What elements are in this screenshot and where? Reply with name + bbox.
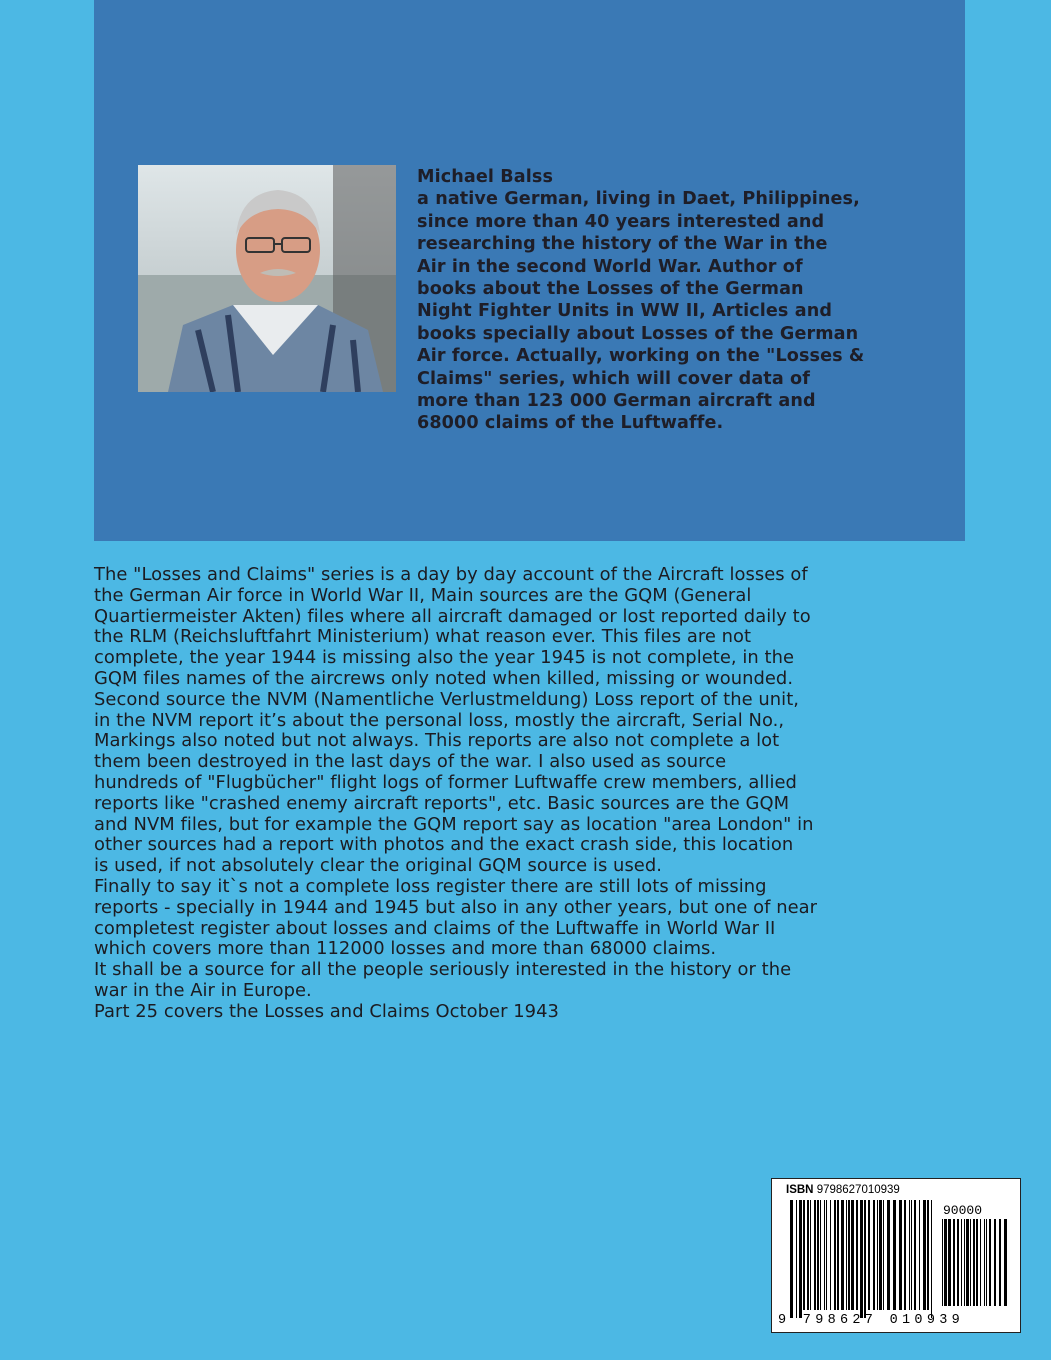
author-bio-line: a native German, living in Daet, Philippines,	[417, 189, 860, 210]
barcode-bar	[973, 1219, 975, 1306]
barcode-bar	[790, 1200, 793, 1318]
barcode-bar	[944, 1219, 947, 1306]
barcode-bar	[848, 1200, 850, 1310]
barcode-bar	[810, 1200, 811, 1310]
barcode-bar	[994, 1219, 996, 1306]
barcode-bar	[830, 1200, 831, 1310]
description-line: Quartiermeister Akten) files where all aircraft damaged or lost reported daily to	[94, 605, 811, 627]
barcode-bar	[837, 1200, 839, 1310]
barcode-bar	[948, 1219, 951, 1306]
barcode-bar	[868, 1200, 870, 1310]
barcode-digits: 9 798627 010939	[778, 1313, 965, 1328]
author-bio-line: books specially about Losses of the German	[417, 323, 859, 344]
author-bio-line: more than 123 000 German aircraft and	[417, 391, 816, 412]
barcode-bar	[899, 1200, 902, 1310]
barcode-bar	[851, 1200, 854, 1310]
description-line: completest register about losses and claims of the Luftwaffe in World War II	[94, 917, 776, 939]
barcode-bar	[957, 1219, 959, 1306]
book-description	[94, 565, 974, 1023]
barcode-bar	[942, 1219, 943, 1306]
description-line: It shall be a source for all the people seriously interested in the history or the	[94, 959, 792, 981]
description-line: Part 25 covers the Losses and Claims October 1943	[94, 1000, 559, 1022]
author-bio-line: Claims" series, which will cover data of	[417, 368, 810, 389]
barcode-bar	[964, 1219, 965, 1306]
barcode-addon-bars	[942, 1219, 1010, 1314]
barcode-bar	[864, 1200, 866, 1318]
barcode-bars	[790, 1200, 936, 1318]
barcode-bar	[796, 1200, 797, 1318]
barcode-bar	[984, 1219, 985, 1306]
barcode-bar	[914, 1200, 916, 1310]
description-line: the RLM (Reichsluftfahrt Ministerium) what reason ever. This files are not	[94, 626, 752, 648]
author-bio-line: since more than 40 years interested and	[417, 211, 825, 232]
description-line: Second source the NVM (Namentliche Verlustmeldung) Loss report of the unit,	[94, 688, 799, 710]
description-line: is used, if not absolutely clear the original GQM source is used.	[94, 855, 663, 877]
barcode-bar	[803, 1200, 805, 1310]
barcode-bar	[976, 1219, 978, 1306]
description-line: hundreds of "Flugbücher" flight logs of former Luftwaffe crew members, allied	[94, 771, 797, 793]
author-bio-line: researching the history of the War in the	[417, 234, 828, 255]
author-bio-line: Night Fighter Units in WW II, Articles and	[417, 301, 833, 322]
price-code: 90000	[943, 1203, 983, 1218]
description-line: them been destroyed in the last days of the war. I also used as source	[94, 751, 727, 773]
barcode-bar	[931, 1200, 932, 1318]
description-line: war in the Air in Europe.	[94, 979, 312, 1001]
author-name: Michael Balss	[417, 167, 554, 187]
barcode-bar	[834, 1200, 836, 1310]
barcode-bar	[814, 1200, 816, 1310]
author-bio	[417, 166, 957, 435]
isbn-label: ISBN 9798627010939	[786, 1184, 900, 1196]
barcode-bar	[989, 1219, 991, 1306]
barcode-bar	[970, 1219, 971, 1306]
barcode-bar	[826, 1200, 827, 1310]
barcode-bar	[923, 1200, 926, 1310]
barcode-bar	[919, 1200, 920, 1310]
description-line: the German Air force in World War II, Main sources are the GQM (General	[94, 584, 752, 606]
isbn-barcode	[771, 1178, 1021, 1333]
barcode-bar	[877, 1200, 878, 1310]
author-bio-line: Air in the second World War. Author of	[417, 256, 803, 277]
barcode-bar	[980, 1219, 981, 1306]
barcode-bar	[824, 1200, 825, 1310]
barcode-bar	[883, 1200, 884, 1310]
description-line: other sources had a report with photos and the exact crash side, this location	[94, 834, 794, 856]
description-line: reports like "crashed enemy aircraft reports", etc. Basic sources are the GQM	[94, 792, 790, 814]
barcode-bar	[807, 1200, 809, 1310]
description-line: which covers more than 112000 losses and more than 68000 claims.	[94, 938, 717, 960]
barcode-bar	[887, 1200, 890, 1310]
description-line: in the NVM report it’s about the personal loss, mostly the aircraft, Serial No.,	[94, 709, 785, 731]
description-line: Markings also noted but not always. This reports are also not complete a lot	[94, 730, 780, 752]
barcode-bar	[953, 1219, 955, 1306]
barcode-bar	[927, 1200, 929, 1310]
author-photo	[138, 165, 396, 392]
description-line: complete, the year 1944 is missing also the year 1945 is not complete, in the	[94, 647, 795, 669]
barcode-bar	[820, 1200, 821, 1310]
barcode-bar	[873, 1200, 875, 1310]
description-line: The "Losses and Claims" series is a day by day account of the Aircraft losses of	[94, 564, 808, 585]
barcode-bar	[1004, 1219, 1007, 1306]
barcode-bar	[856, 1200, 858, 1310]
barcode-bar	[817, 1200, 819, 1310]
barcode-bar	[841, 1200, 844, 1310]
description-line: Finally to say it`s not a complete loss register there are still lots of missing	[94, 875, 767, 897]
description-line: and NVM files, but for example the GQM report say as location "area London" in	[94, 813, 814, 835]
barcode-bar	[909, 1200, 910, 1310]
barcode-bar	[904, 1200, 906, 1310]
description-line: reports - specially in 1944 and 1945 but also in any other years, but one of near	[94, 896, 818, 918]
barcode-bar	[999, 1219, 1001, 1306]
barcode-bar	[961, 1219, 962, 1306]
barcode-bar	[846, 1200, 847, 1310]
author-bio-line: Air force. Actually, working on the "Losses &	[417, 346, 865, 367]
author-bio-line: 68000 claims of the Luftwaffe.	[417, 413, 724, 434]
description-line: GQM files names of the aircrews only noted when killed, missing or wounded.	[94, 667, 794, 689]
barcode-bar	[893, 1200, 896, 1310]
barcode-bar	[799, 1200, 802, 1318]
barcode-bar	[986, 1219, 987, 1306]
barcode-bar	[860, 1200, 863, 1318]
barcode-bar	[966, 1219, 969, 1306]
barcode-bar	[879, 1200, 882, 1310]
author-bio-line: books about the Losses of the German	[417, 279, 804, 300]
barcode-bar	[911, 1200, 912, 1310]
